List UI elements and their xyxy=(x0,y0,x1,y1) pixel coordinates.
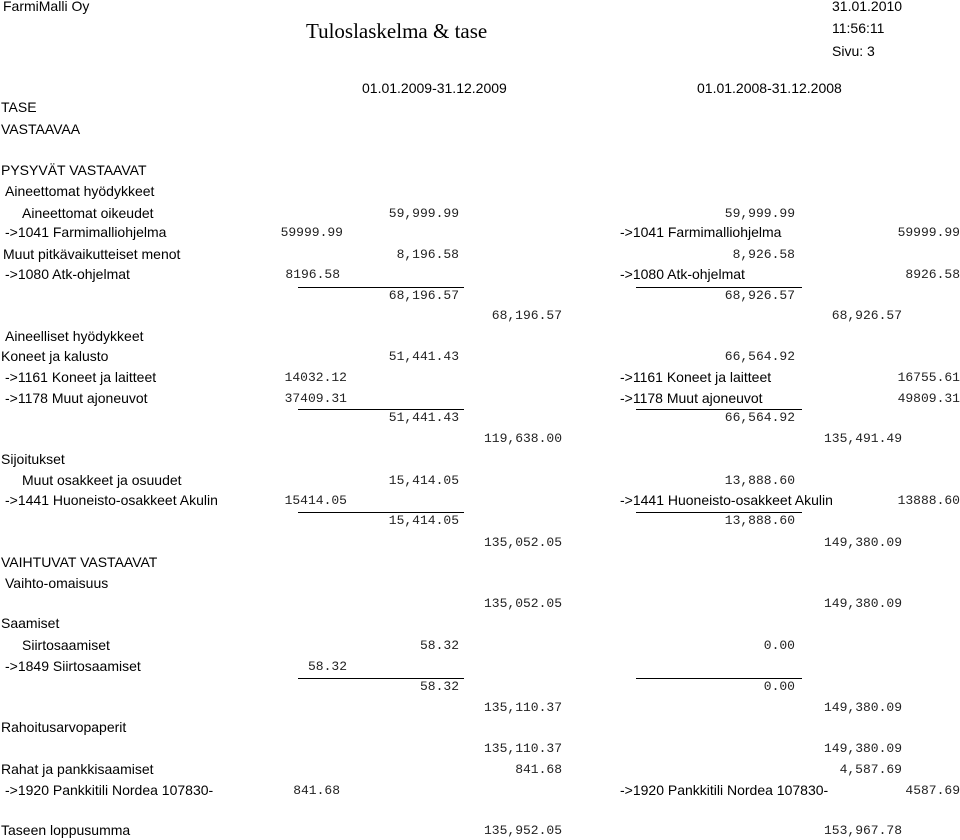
account-label-previous: ->1178 Muut ajoneuvot xyxy=(620,390,763,406)
subtotal-previous: 68,926.57 xyxy=(724,288,795,303)
total-current: 119,638.00 xyxy=(483,431,562,446)
value-current: 15,414.05 xyxy=(388,473,459,488)
total-previous: 149,380.09 xyxy=(823,535,902,550)
total-current: 68,196.57 xyxy=(491,308,562,323)
period-current-header: 01.01.2009-31.12.2009 xyxy=(362,80,507,96)
account-value-previous: 49809.31 xyxy=(897,391,960,406)
account-label-current: ->1161 Koneet ja laitteet xyxy=(5,369,157,385)
account-label-previous: ->1920 Pankkitili Nordea 107830- xyxy=(620,782,829,798)
account-value-current: 37409.31 xyxy=(284,391,347,406)
row-label: Aineettomat oikeudet xyxy=(22,205,154,221)
account-value-current: 59999.99 xyxy=(280,225,343,240)
value-previous: 8,926.58 xyxy=(732,247,795,262)
subtotal-previous: 66,564.92 xyxy=(724,410,795,425)
account-label-previous: ->1080 Atk-ohjelmat xyxy=(620,266,745,282)
value-previous: 59,999.99 xyxy=(724,206,795,221)
total-previous: 149,380.09 xyxy=(823,741,902,756)
row-label: Rahat ja pankkisaamiset xyxy=(1,761,154,777)
company-name: FarmiMalli Oy xyxy=(3,0,90,14)
section-pysyvat: PYSYVÄT VASTAAVAT xyxy=(1,162,147,178)
total-current: 135,110.37 xyxy=(483,700,562,715)
account-value-current: 58.32 xyxy=(307,659,347,674)
account-value-previous: 16755.61 xyxy=(897,370,960,385)
subtotal-current: 51,441.43 xyxy=(388,410,459,425)
account-value-current: 14032.12 xyxy=(284,370,347,385)
subtotal-previous: 0.00 xyxy=(763,679,795,694)
account-label-previous: ->1441 Huoneisto-osakkeet Akulin xyxy=(620,492,833,508)
account-value-current: 8196.58 xyxy=(285,267,340,282)
grand-total-label: Taseen loppusumma xyxy=(1,822,131,838)
account-value-previous: 8926.58 xyxy=(905,267,960,282)
account-label-current: ->1441 Huoneisto-osakkeet Akulin xyxy=(5,492,218,508)
section-tase: TASE xyxy=(1,99,37,115)
account-label-current: ->1041 Farmimalliohjelma xyxy=(5,224,167,240)
group-label: Rahoitusarvopaperit xyxy=(1,719,127,735)
report-date: 31.01.2010 xyxy=(832,0,903,14)
grand-total-current: 135,952.05 xyxy=(483,823,562,838)
value-current: 59,999.99 xyxy=(388,206,459,221)
row-label: Muut osakkeet ja osuudet xyxy=(22,472,182,488)
report-time: 11:56:11 xyxy=(832,20,885,36)
value-current: 51,441.43 xyxy=(388,349,459,364)
total-previous: 149,380.09 xyxy=(823,700,902,715)
page-number: Sivu: 3 xyxy=(832,43,875,59)
value-current: 8,196.58 xyxy=(396,247,459,262)
subtotal-current: 58.32 xyxy=(419,679,459,694)
account-label-current: ->1849 Siirtosaamiset xyxy=(5,658,141,674)
total-current: 135,052.05 xyxy=(483,535,562,550)
account-label-current: ->1080 Atk-ohjelmat xyxy=(5,266,130,282)
subtotal-previous: 13,888.60 xyxy=(724,513,795,528)
row-label: Koneet ja kalusto xyxy=(1,348,109,364)
report-title: Tuloslaskelma & tase xyxy=(306,19,488,43)
section-vastaavaa: VASTAAVAA xyxy=(1,121,81,137)
row-label: Siirtosaamiset xyxy=(22,637,110,653)
group-label: Sijoitukset xyxy=(1,451,65,467)
account-label-current: ->1920 Pankkitili Nordea 107830- xyxy=(5,782,214,798)
account-value-current: 15414.05 xyxy=(284,493,347,508)
total-current: 135,052.05 xyxy=(483,596,562,611)
account-value-current: 841.68 xyxy=(293,783,340,798)
grand-total-previous: 153,967.78 xyxy=(823,823,902,838)
account-value-previous: 13888.60 xyxy=(897,493,960,508)
subtotal-current: 15,414.05 xyxy=(388,513,459,528)
subtotal-current: 68,196.57 xyxy=(388,288,459,303)
group-label: Saamiset xyxy=(1,615,60,631)
total-previous: 149,380.09 xyxy=(823,596,902,611)
row-label: Muut pitkävaikutteiset menot xyxy=(3,246,181,262)
total-previous: 135,491.49 xyxy=(823,431,902,446)
period-previous-header: 01.01.2008-31.12.2008 xyxy=(697,80,842,96)
section-vaihtuvat: VAIHTUVAT VASTAAVAT xyxy=(1,554,158,570)
account-value-previous: 59999.99 xyxy=(897,225,960,240)
value-current: 58.32 xyxy=(419,638,459,653)
account-label-previous: ->1161 Koneet ja laitteet xyxy=(620,369,772,385)
value-previous: 13,888.60 xyxy=(724,473,795,488)
value-previous: 4,587.69 xyxy=(839,762,902,777)
value-previous: 0.00 xyxy=(763,638,795,653)
total-previous: 68,926.57 xyxy=(831,308,902,323)
account-label-previous: ->1041 Farmimalliohjelma xyxy=(620,224,782,240)
group-label: Aineettomat hyödykkeet xyxy=(5,183,155,199)
group-label: Vaihto-omaisuus xyxy=(5,575,109,591)
account-label-current: ->1178 Muut ajoneuvot xyxy=(5,390,148,406)
value-current: 841.68 xyxy=(515,762,562,777)
total-current: 135,110.37 xyxy=(483,741,562,756)
group-label: Aineelliset hyödykkeet xyxy=(5,328,144,344)
value-previous: 66,564.92 xyxy=(724,349,795,364)
account-value-previous: 4587.69 xyxy=(905,783,960,798)
